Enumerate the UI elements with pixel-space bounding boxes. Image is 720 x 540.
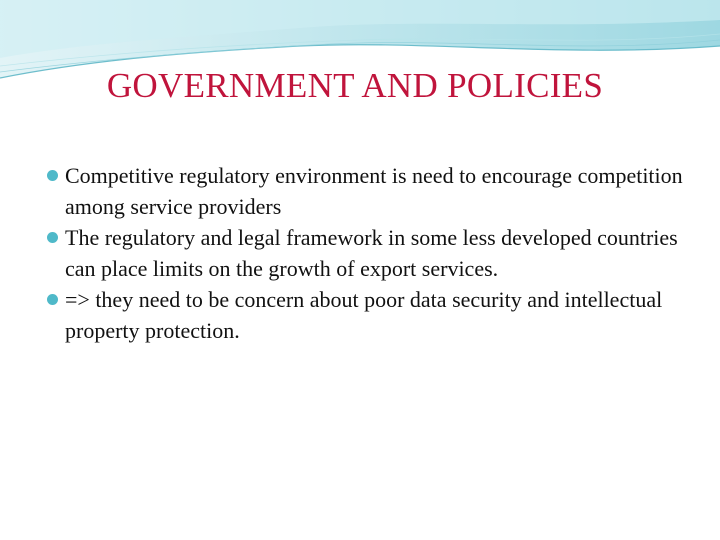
bullet-list bbox=[47, 160, 687, 346]
bullet-dot-icon bbox=[47, 294, 58, 305]
bullet-item bbox=[47, 284, 687, 346]
slide-title: GOVERNMENT AND POLICIES bbox=[106, 66, 604, 105]
bullet-text: Competitive regulatory environment is need to encourage competition among service providers bbox=[65, 163, 683, 219]
bullet-dot-icon bbox=[47, 170, 58, 181]
bullet-dot-icon bbox=[47, 232, 58, 243]
bullet-item bbox=[47, 160, 687, 222]
bullet-text: => they need to be concern about poor data security and intellectual property protection. bbox=[65, 287, 663, 343]
bullet-item bbox=[47, 222, 687, 284]
bullet-text: The regulatory and legal framework in some less developed countries can place limits on the growth of export services. bbox=[65, 225, 678, 281]
